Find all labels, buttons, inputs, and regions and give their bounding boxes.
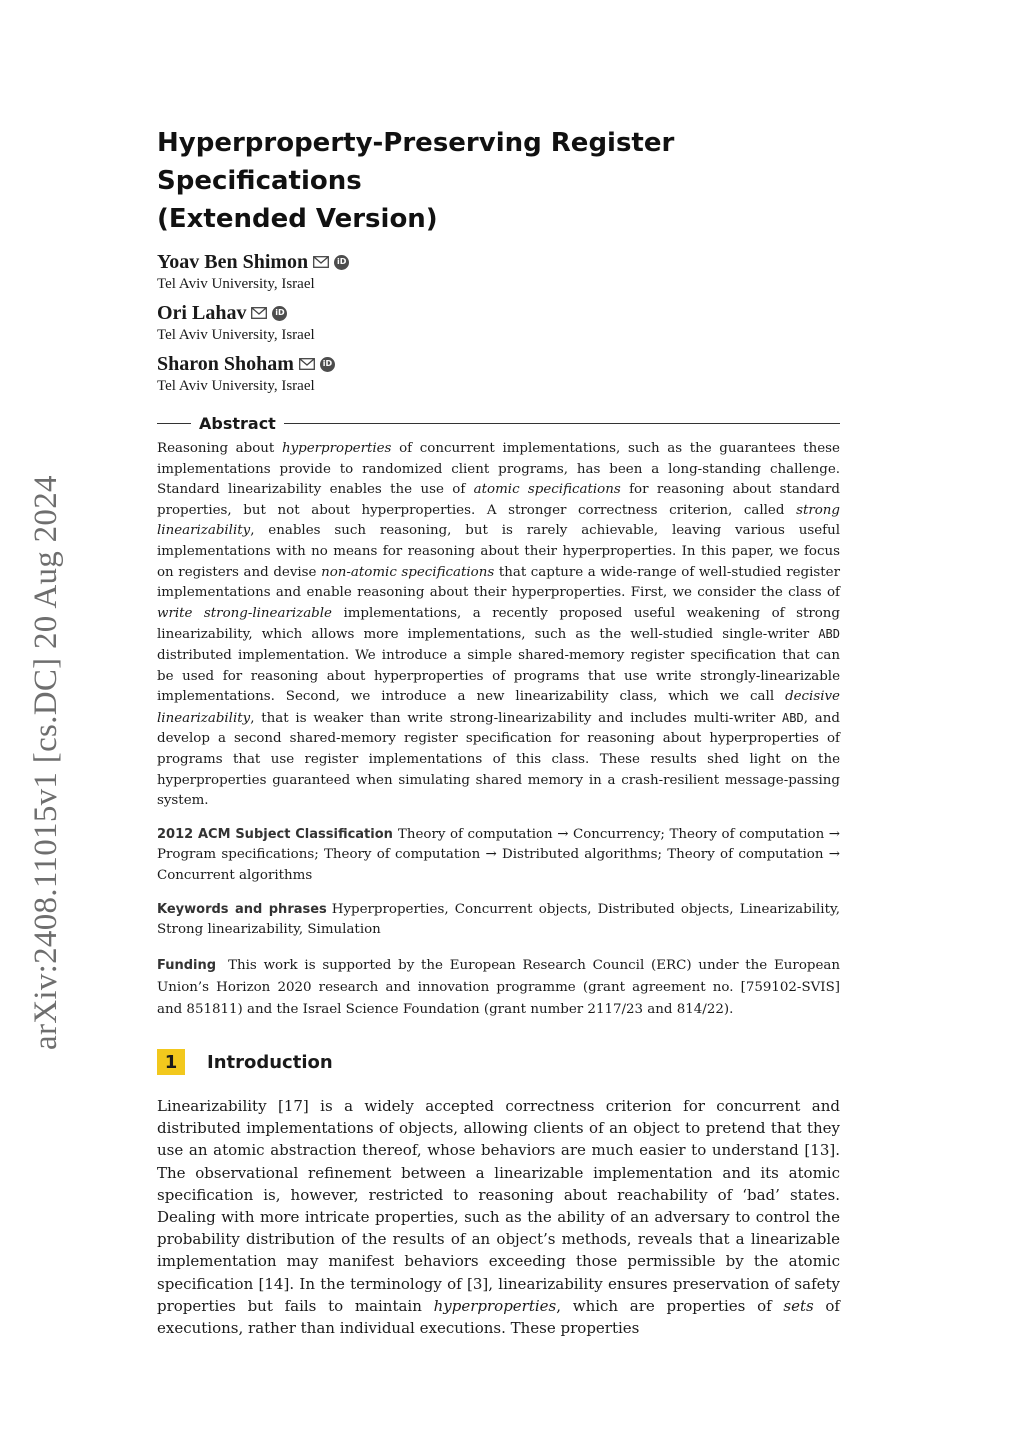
acm-text: Theory of computation → Concurrency; Theory of computation → Program specifications; Theory of computation → Distributed algorithms; Theory of computation → Concurrent algorithms: [157, 826, 840, 883]
paper-page: [157, 124, 840, 1339]
author-name-text: Yoav Ben Shimon: [157, 251, 309, 273]
section-heading: [157, 1049, 840, 1075]
abstract-emphasis: write strong-linearizable: [157, 605, 332, 621]
orcid-icon[interactable]: iD: [334, 255, 349, 270]
author-name: [157, 250, 840, 274]
abstract-emphasis: atomic specifications: [473, 482, 621, 498]
abstract-rule-right: [284, 423, 840, 424]
abstract-heading: [157, 414, 840, 433]
author-affiliation: Tel Aviv University, Israel: [157, 276, 315, 292]
author-affiliation: Tel Aviv University, Israel: [157, 327, 315, 343]
orcid-icon[interactable]: iD: [320, 357, 335, 372]
abstract-emphasis: decisive linearizability: [157, 689, 840, 726]
author-name-text: Ori Lahav: [157, 302, 247, 324]
abstract-rule-left: [157, 423, 191, 424]
author-block-1: [157, 250, 840, 294]
funding-label: Funding: [157, 958, 217, 974]
abstract-title: Abstract: [199, 414, 276, 433]
envelope-icon[interactable]: [299, 358, 315, 370]
author-block-3: [157, 352, 840, 396]
keywords-text: Hyperproperties, Concurrent objects, Distributed objects, Linearizability, Strong linearizability, Simulation: [157, 901, 840, 938]
acm-classification: [157, 825, 840, 887]
orcid-icon[interactable]: iD: [272, 306, 287, 321]
abstract-code: ABD: [818, 627, 840, 642]
keywords: [157, 900, 840, 941]
acm-label: 2012 ACM Subject Classification: [157, 826, 393, 842]
author-block-2: [157, 301, 840, 345]
intro-emphasis: sets: [783, 1296, 814, 1315]
section-title: Introduction: [207, 1051, 333, 1073]
author-name: [157, 301, 840, 325]
abstract-emphasis: strong linearizability: [157, 502, 840, 539]
arxiv-sidebar-stamp: arXiv:2408.11015v1 [cs.DC] 20 Aug 2024: [28, 475, 64, 1050]
abstract-code: ABD: [782, 710, 804, 725]
abstract-emphasis: hyperproperties: [281, 441, 392, 456]
abstract-emphasis: non-atomic specifications: [321, 564, 495, 580]
envelope-icon[interactable]: [251, 307, 267, 319]
author-name-text: Sharon Shoham: [157, 353, 294, 375]
funding-text: This work is supported by the European Research Council (ERC) under the European Union’s Horizon 2020 research and innovation programme (grant agreement no. [759102-SVIS] and 851811) and the Israel Science Foundation (grant number 2117/23 and 814/22).: [157, 958, 840, 1018]
keywords-label: Keywords and phrases: [157, 901, 327, 917]
envelope-icon[interactable]: [313, 256, 329, 268]
abstract-text: Reasoning about hyperproperties of concurrent implementations, such as the guarantees these implementations provide to randomized client programs, has been a long-standing challenge. Standard linearizability enables the use of atomic specifications for reasoning about standard properties, but not about hyperproperties. A stronger correctness criterion, called strong linearizability, enables such reasoning, but is rarely achievable, leaving various useful implementations with no means for reasoning about their hyperproperties. In this paper, we focus on registers and devise non-atomic specifications that capture a wide-range of well-studied register implementations and enable reasoning about their hyperproperties. First, we consider the class of write strong-linearizable implementations, a recently proposed useful weakening of strong linearizability, which allows more implementations, such as the well-studied single-writer ABD distributed implementation. We introduce a simple shared-memory register specification that can be used for reasoning about hyperproperties of programs that use write strongly-linearizable implementations. Second, we introduce a new linearizability class, which we call decisive linearizability, that is weaker than write strong-linearizability and includes multi-writer ABD, and develop a second shared-memory register specification for reasoning about hyperproperties of programs that use register implementations of this class. These results shed light on the hyperproperties guaranteed when simulating shared memory in a crash-resilient message-passing system.: [157, 441, 840, 809]
funding: [157, 955, 840, 1021]
intro-paragraph: Linearizability [17] is a widely accepted correctness criterion for concurrent and distributed implementations of objects, allowing clients of an object to pretend that they use an atomic abstraction thereof, whose behaviors are much easier to understand [13]. The observational refinement between a linearizable implementation and its atomic specification is, however, restricted to reasoning about reachability of ‘bad’ states. Dealing with more intricate properties, such as the ability of an adversary to control the probability distribution of the results of an object’s methods, reveals that a linearizable implementation may manifest behaviors exceeding those permissible by the atomic specification [14]. In the terminology of [3], linearizability ensures preservation of safety properties but fails to maintain hyperproperties, which are properties of sets of executions, rather than individual executions. These properties: [157, 1097, 840, 1338]
title-line-1: Hyperproperty-Preserving Register Specifications: [157, 128, 675, 196]
paper-title: [157, 124, 840, 238]
section-number: 1: [157, 1049, 185, 1075]
title-line-2: (Extended Version): [157, 204, 438, 234]
author-affiliation: Tel Aviv University, Israel: [157, 378, 315, 394]
author-name: [157, 352, 840, 376]
intro-emphasis: hyperproperties: [433, 1296, 557, 1315]
